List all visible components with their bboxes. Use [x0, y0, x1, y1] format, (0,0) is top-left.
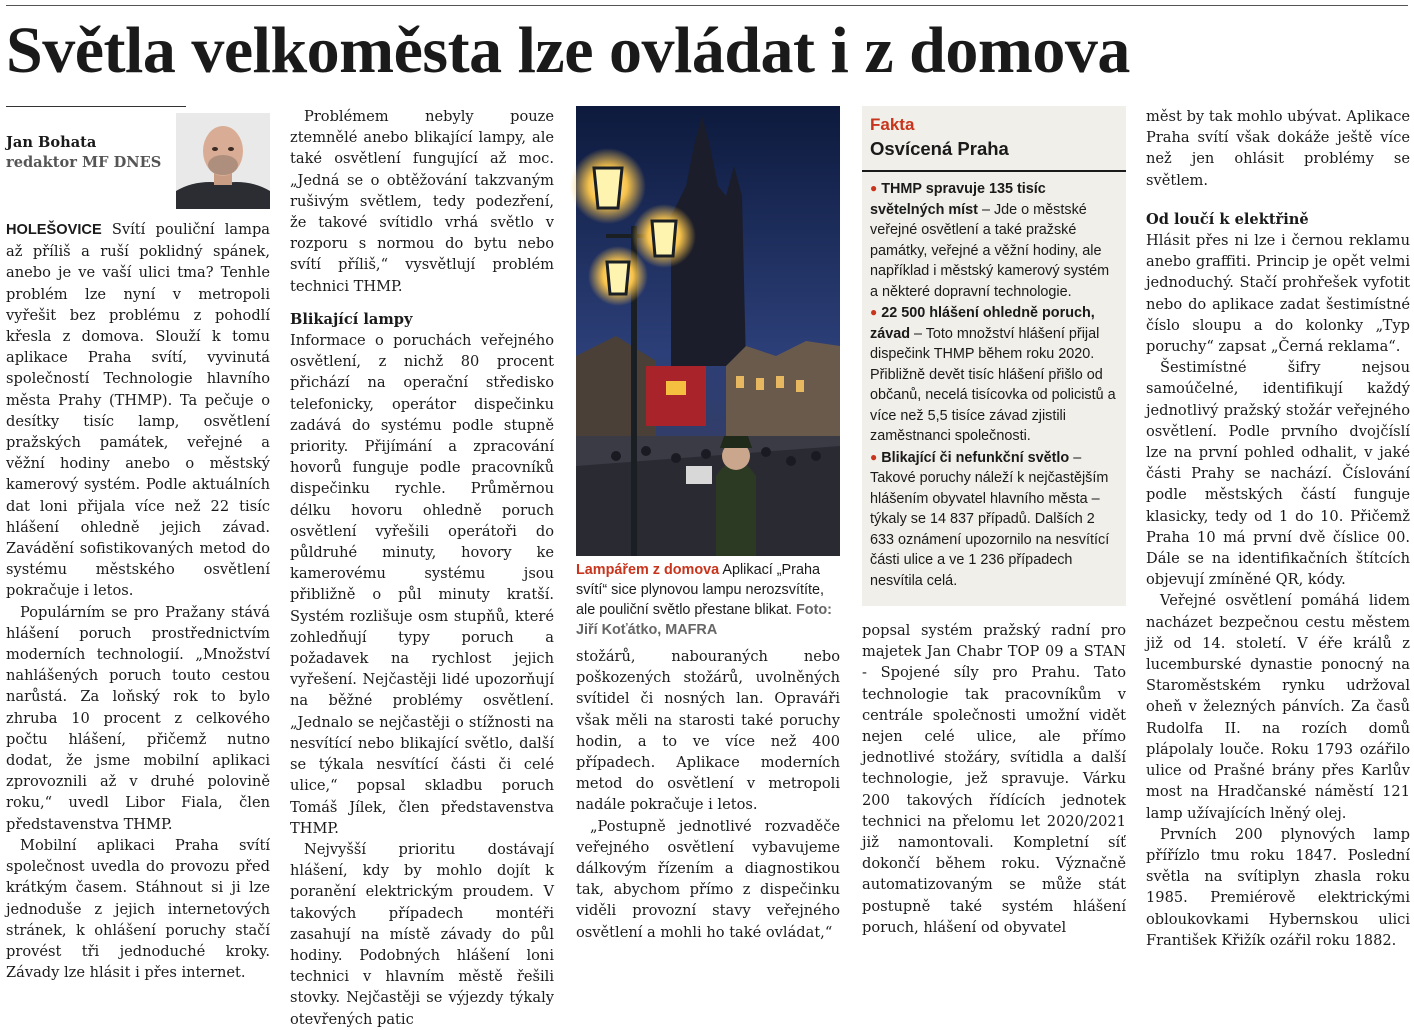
article-paragraph: Prvních 200 plynových lamp přířízlo tmu roku 1847. Poslední světla na svítiplyn zhasla roku 1985. Premiérově elektrickými obloukovkami Hybernskou ulici František Křižík ozářil roku 1882.: [1146, 825, 1410, 949]
article-paragraph: popsal systém pražský radní pro majetek Jan Chabr TOP 09 a STAN - Spojené síly pro Prahu. Tato technologie tak pracovníkům v centrále společnosti umožní vidět nejen celé ulice, ale přímo jednotlivé stožáry, svítidla a další technologie, jež spravuje. Várku 200 takových řídících jednotek technici na přelomu let 2020/2021 již namontovali. Kompletní síť dokončí během roku. Význačně automatizovaným se může stát postupně také systém hlášení poruch, hlášení od obyvatel: [862, 622, 1126, 936]
article-paragraph: „Postupně jednotlivé rozvaděče veřejného osvětlení vybavujeme dálkovým řízením a diagnostikou tak, abychom přímo z dispečinku viděli provozní stavy veřejného osvětlení a mohli ho také ovládat,“: [576, 817, 840, 941]
article-paragraph: měst by tak mohlo ubývat. Aplikace Praha svítí však dokáže ještě více než jen ohlásit problémy se světlem.: [1146, 108, 1410, 189]
article-column-3: [576, 106, 840, 941]
factbox-item-text: – Jde o městské veřejné osvětlení a také pražské památky, veřejné a věžní hodiny, ale například i městský kamerový systém a některé dopravní technologie.: [870, 201, 1110, 300]
factbox-item-head: Blikající či nefunkční světlo: [881, 449, 1070, 466]
factbox-title: Osvícená Praha: [870, 138, 1009, 159]
bullet-icon: ●: [870, 305, 878, 319]
factbox-item-text: – Takové poruchy náleží k nejčastějším hlášením obyvatel hlavního města – týkaly se 14 837 případů. Dalších 2 633 oznámení upozornilo na nesvítící části ulice a ve 1 236 případech nesvítila celá.: [870, 449, 1110, 589]
author-name: Jan Bohata: [6, 134, 97, 151]
bullet-icon: ●: [870, 449, 878, 464]
article-column-2: [290, 106, 554, 1028]
dateline: HOLEŠOVICE: [6, 222, 102, 238]
article-paragraph: stožárů, nabouraných nebo poškozených stožárů, uvolněných svítidel či nosných lan. Opraváři však měli na starosti také poruchy hodin, a to ve více než 400 případech. Aplikace moderních metod do osvětlení v metropoli nadále pokračuje i letos.: [576, 648, 840, 814]
article-paragraph: Nejvyšší prioritu dostávají hlášení, kdy by mohlo dojít k poranění elektrickým proudem. V takových případech montéři zasahují na místě závady do půl hodiny. Podobných hlášení loni technici v hlavním městě řešili stovky. Nejčastěji se výjezdy týkaly otevřených patic: [290, 840, 554, 1028]
factbox-item-text: – Toto množství hlášení přijal dispečink THMP během roku 2020. Přibližně devět tisíc hlášení přišlo od občanů, necelá tisícovka od policistů a více než 5,5 tisíce závad zjistili zaměstnanci společnosti.: [870, 325, 1116, 444]
photo-credit: Foto: Jiří Koťátko, MAFRA: [576, 602, 832, 638]
factbox-item: [870, 302, 1118, 447]
factbox-item: [870, 447, 1118, 592]
article-paragraph: Šestimístné šifry nejsou samoúčelné, identifikují každý jednotlivý pražský stožár veřejného osvětlení. Podle prvního dvojčíslí lze na první pohled odhalit, v jaké části Prahy se nachází. Číslování podle městských částí funguje klasicky, tedy od 1 do 10. Přičemž Praha 10 má první dvě číslice 00. Dále se na identifikačních štítcích objevují zmíněné QR, kódy.: [1146, 359, 1410, 589]
subheading: Blikající lampy: [290, 310, 413, 328]
author-block: [6, 133, 270, 205]
caption-title: Lampářem z domova: [576, 562, 720, 578]
article-column-1: [6, 106, 270, 982]
factbox-item-head: 22 500 hlášení ohledně poruch, závad: [870, 305, 1095, 342]
article-column-5: [1146, 106, 1410, 949]
top-rule: [6, 5, 1408, 6]
factbox-item-head: THMP spravuje 135 tisíc světelných míst: [870, 181, 1046, 218]
author-photo: [176, 113, 270, 209]
factbox-rule: [862, 170, 1126, 172]
factbox-label: Fakta: [870, 115, 915, 134]
article-paragraph: Problémem nebyly pouze ztemnělé anebo blikající lampy, ale také osvětlení fungující až moc. „Jedná se o obtěžování takzvaným rušivým světlem, tedy podezření, že takové svítidlo vrhá světlo v rozporu s normou do bytu nebo svítí příliš,“ vysvětlují problém technici THMP.: [290, 108, 554, 295]
article-paragraph: Svítí pouliční lampa až příliš a ruší poklidný spánek, anebo je ve vaší ulici tma? Tenhle problém lze nyní v metropoli vyřešit bez problému z pohodlí křesla z domova. Slouží k tomu aplikace Praha svítí, vyvinutá společností Technologie hlavního města Prahy (THMP). Ta pečuje o desítky tisíc lamp, osvětlení pražských památek, veřejné a věžní hodiny anebo o městský kamerový systém. Podle aktuálních dat loni přijala více než 22 tisíc hlášení ohledně jejich závad. Zavádění sofistikovaných metod do systému městského osvětlení pokračuje i letos.: [6, 221, 270, 600]
author-rule: [6, 106, 186, 107]
article-paragraph: Veřejné osvětlení pomáhá lidem nacházet bezpečnou cestu městem již od 14. století. V éře králů z lucemburské dynastie ponocný na Staroměstském rynku udržoval oheň v železných pánvích. Za časů Rudolfa II. na rozích domů plápolaly louče. Roku 1793 ozářilo ulice od Prašné brány přes Karlův most na Hradčanské náměstí 121 lamp užívajících lněný olej.: [1146, 592, 1410, 822]
caption-text: Aplikací „Praha svítí“ sice plynovou lampu nerozsvítíte, ale pouliční světlo přestane blikat.: [576, 562, 824, 618]
bullet-icon: ●: [870, 181, 878, 195]
headline: Světla velkoměsta lze ovládat i z domova: [6, 14, 1130, 87]
article-column-4: [862, 106, 1126, 936]
factbox-item: [870, 178, 1118, 302]
lamp-photo: [576, 106, 840, 556]
article-paragraph: Informace o poruchách veřejného osvětlení, z nichž 80 procent přichází na operační středisko telefonicky, operátor dispečinku zadává do systému podle stupně priority. Přijímání a zpracování hovorů funguje podle pracovníků dispečinku rychle. Průměrnou délku hovoru ohledně poruch osvětlení vyřešili operátoři do půldruhé minuty, hovory ke kamerovému systému jsou přibližně o půl minuty kratší. Systém rozlišuje osm stupňů, které zohledňují typy poruch a požadavek na rychlost jejich vyřešení. Nejčastěji lidé upozorňují na běžné problémy osvětlení. „Jednalo se nejčastěji o stížnosti na nesvítící nebo blikající světlo, další se týkala nesvítící části či celé ulice,“ popsal skladbu poruch Tomáš Jílek, člen představenstva THMP.: [290, 332, 554, 837]
article-paragraph: Populárním se pro Pražany stává hlášení poruch prostřednictvím moderních technologií. „Množství nahlášených poruch touto cestou narůstá. Za loňský rok to bylo zhruba 10 procent z celkového počtu hlášení, přičemž nutno dodat, že jsme mobilní aplikaci zprovoznili až v druhé polovině roku,“ uvedl Libor Fiala, člen představenstva THMP.: [6, 603, 270, 833]
author-role: redaktor MF DNES: [6, 154, 162, 171]
factbox: [862, 106, 1126, 606]
article-paragraph: Hlásit přes ni lze i černou reklamu anebo graffiti. Princip je opět velmi jednoduchý. Stačí prohřešek vyfotit nebo do aplikace zadat šestimístné číslo sloupu a do kolonky „Typ poruchy“ zapsat „Černá reklama“.: [1146, 232, 1410, 356]
photo-caption: [576, 560, 840, 640]
article-paragraph: Mobilní aplikaci Praha svítí společnost uvedla do provozu před krátkým časem. Stáhnout si ji lze jednoduše z jejich internetových stránek, k ohlášení poruchy stačí provést tři jednoduché kroky. Závady lze hlásit i přes internet.: [6, 836, 270, 982]
subheading: Od loučí k elektřině: [1146, 210, 1309, 228]
